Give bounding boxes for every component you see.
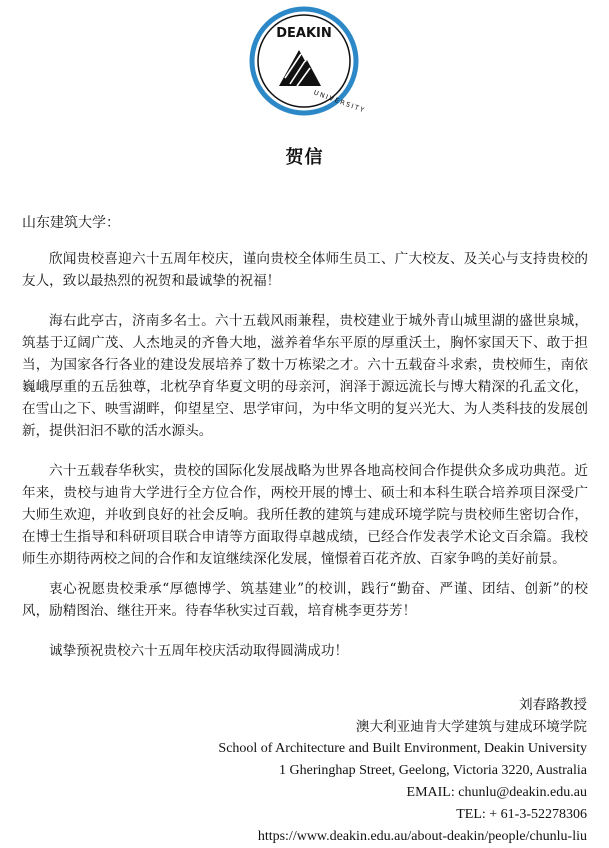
paragraph-1: 欣闻贵校喜迎六十五周年校庆，谨向贵校全体师生员工、广大校友、及关心与支持贵校的友人，致以最热烈的祝贺和最诚挚的祝福！ [22, 251, 588, 289]
signature-address: 1 Gheringhap Street, Geelong, Victoria 3220, Australia [279, 763, 587, 778]
salutation: 山东建筑大学： [22, 215, 120, 231]
logo-wordmark: DEAKIN [276, 26, 332, 41]
signature-email: EMAIL: chunlu@deakin.edu.au [406, 785, 587, 800]
signature-tel: TEL: + 61-3-52278306 [456, 807, 587, 822]
paragraph-3: 六十五载春华秋实，贵校的国际化发展战略为世界各地高校间合作提供众多成功典范。近年来，贵校与迪肯大学进行全方位合作，两校开展的博士、硕士和本科生联合培养项目深受广大师生欢迎，并收到良好的社会反响。我所任教的建筑与建成环境学院与贵校师生密切合作，在博士生指导和科研项目联合申请等方面取得卓越成绩，已经合作发表学术论文百余篇。我校师生亦期待两校之间的合作和友谊继续深化发展，憧憬着百花齐放、百家争鸣的美好前景。 [22, 463, 588, 567]
signature-name: 刘春路教授 [519, 697, 587, 713]
logo-subtext: UNIVERSITY [312, 88, 367, 115]
signature-school-en: School of Architecture and Built Environment, Deakin University [218, 741, 587, 756]
deakin-university-logo [249, 6, 367, 116]
letter-title: 贺信 [285, 147, 324, 168]
paragraph-2: 海右此亭古，济南多名士。六十五载风雨兼程，贵校建业于城外青山城里湖的盛世泉城，筑基于辽阔广茂、人杰地灵的齐鲁大地，滋养着华东平原的厚重沃土，胸怀家国天下、敢于担当，为国家各行各业的建设发展培养了数十万栋梁之才。六十五载奋斗求索，贵校师生，南依巍峨厚重的五岳独尊，北枕孕育华夏文明的母亲河，润泽于源远流长与博大精深的孔孟文化，在雪山之下、映雪湖畔，仰望星空、思学审问，为中华文明的复兴光大、为人类科技的发展创新，提供汩汩不歇的活水源头。 [22, 313, 588, 439]
signature-school-cn: 澳大利亚迪肯大学建筑与建成环境学院 [355, 719, 587, 735]
signature-url: https://www.deakin.edu.au/about-deakin/people/chunlu-liu [257, 829, 587, 844]
paragraph-5: 诚挚预祝贵校六十五周年校庆活动取得圆满成功！ [49, 643, 349, 659]
paragraph-4: 衷心祝愿贵校秉承“厚德博学、筑基建业”的校训，践行“勤奋、严谨、团结、创新”的校风，励精图治、继往开来。待春华秋实过百载，培育桃李更芬芳！ [22, 581, 588, 619]
signature-block [218, 694, 587, 848]
